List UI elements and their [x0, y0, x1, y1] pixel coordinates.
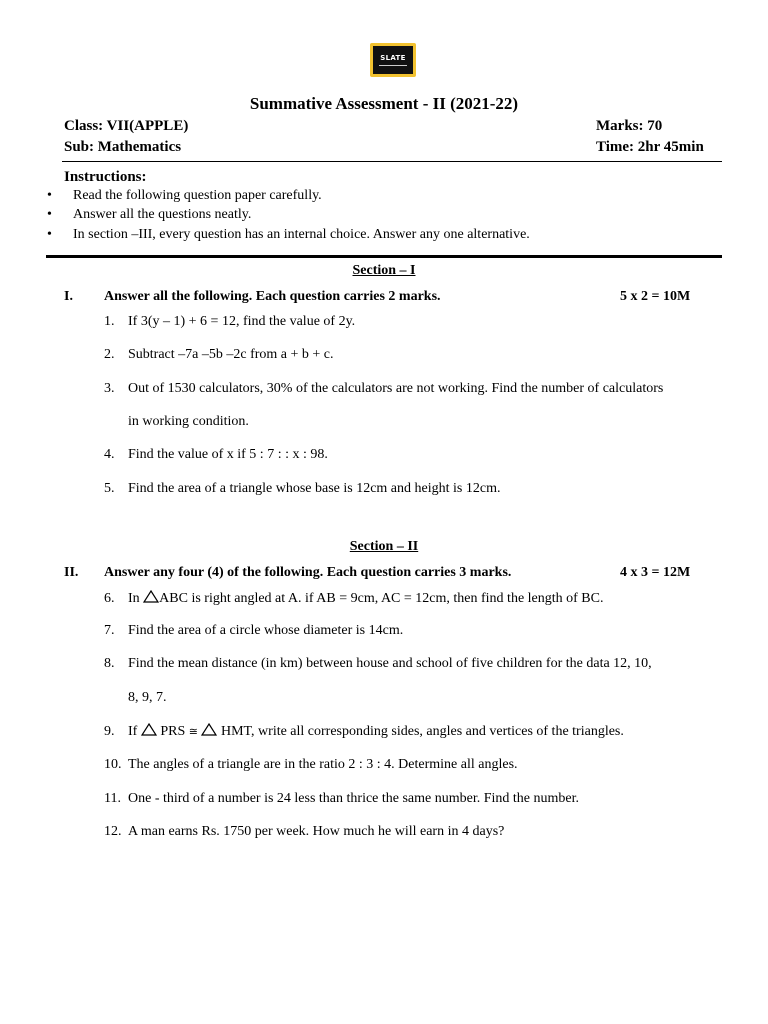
section-2-marks: 4 x 3 = 12M	[620, 565, 691, 580]
header-divider	[62, 161, 722, 162]
section-1-title: Section – I	[352, 263, 416, 278]
bullet-icon: •	[47, 227, 52, 242]
marks-label: Marks: 70	[596, 118, 663, 134]
section-1-numeral: I.	[64, 289, 73, 304]
question-7: 7. Find the area of a circle whose diameter is 14cm.	[104, 623, 404, 638]
section-1-instruction: Answer all the following. Each question carries 2 marks.	[104, 289, 441, 304]
question-1: 1. If 3(y – 1) + 6 = 12, find the value of 2y.	[104, 314, 356, 329]
question-6: 6. In ABC is right angled at A. if AB = 9cm, AC = 12cm, then find the length of BC.	[104, 591, 604, 606]
question-8: 8. Find the mean distance (in km) between house and school of five children for the data 12, 10,	[104, 656, 652, 671]
question-4: 4. Find the value of x if 5 : 7 : : x : 98.	[104, 447, 328, 462]
question-10: 10. The angles of a triangle are in the ratio 2 : 3 : 4. Determine all angles.	[104, 757, 518, 772]
triangle-icon	[143, 590, 159, 603]
section-1-marks: 5 x 2 = 10M	[620, 289, 691, 304]
instruction-item: Read the following question paper carefully.	[73, 188, 322, 203]
triangle-icon	[201, 723, 217, 736]
logo-text: SLATE	[380, 53, 406, 62]
instruction-item: Answer all the questions neatly.	[73, 207, 252, 222]
class-label: Class: VII(APPLE)	[64, 118, 189, 134]
section-2-instruction: Answer any four (4) of the following. Each question carries 3 marks.	[104, 565, 512, 580]
question-12: 12. A man earns Rs. 1750 per week. How much he will earn in 4 days?	[104, 824, 505, 839]
question-11: 11. One - third of a number is 24 less than thrice the same number. Find the number.	[104, 791, 580, 806]
subject-label: Sub: Mathematics	[64, 139, 182, 155]
triangle-icon	[141, 723, 157, 736]
question-9: 9. If PRS ≅ HMT, write all corresponding sides, angles and vertices of the triangles.	[104, 724, 624, 739]
time-label: Time: 2hr 45min	[596, 139, 704, 155]
paper-title: Summative Assessment - II (2021-22)	[249, 94, 519, 113]
section-2-numeral: II.	[64, 565, 79, 580]
bullet-icon: •	[47, 188, 52, 203]
congruent-symbol: ≅	[188, 725, 198, 738]
question-3-continued: in working condition.	[128, 414, 249, 429]
bullet-icon: •	[47, 207, 52, 222]
section-2-title: Section – II	[349, 539, 419, 554]
instructions-divider	[46, 255, 722, 258]
question-8-continued: 8, 9, 7.	[128, 690, 167, 705]
instructions-heading: Instructions:	[64, 169, 147, 185]
question-5: 5. Find the area of a triangle whose base is 12cm and height is 12cm.	[104, 481, 501, 496]
question-2: 2. Subtract –7a –5b –2c from a + b + c.	[104, 347, 334, 362]
question-3: 3. Out of 1530 calculators, 30% of the calculators are not working. Find the number of calculators	[104, 381, 664, 396]
instruction-item: In section –III, every question has an internal choice. Answer any one alternative.	[73, 227, 530, 242]
school-logo	[370, 43, 416, 77]
